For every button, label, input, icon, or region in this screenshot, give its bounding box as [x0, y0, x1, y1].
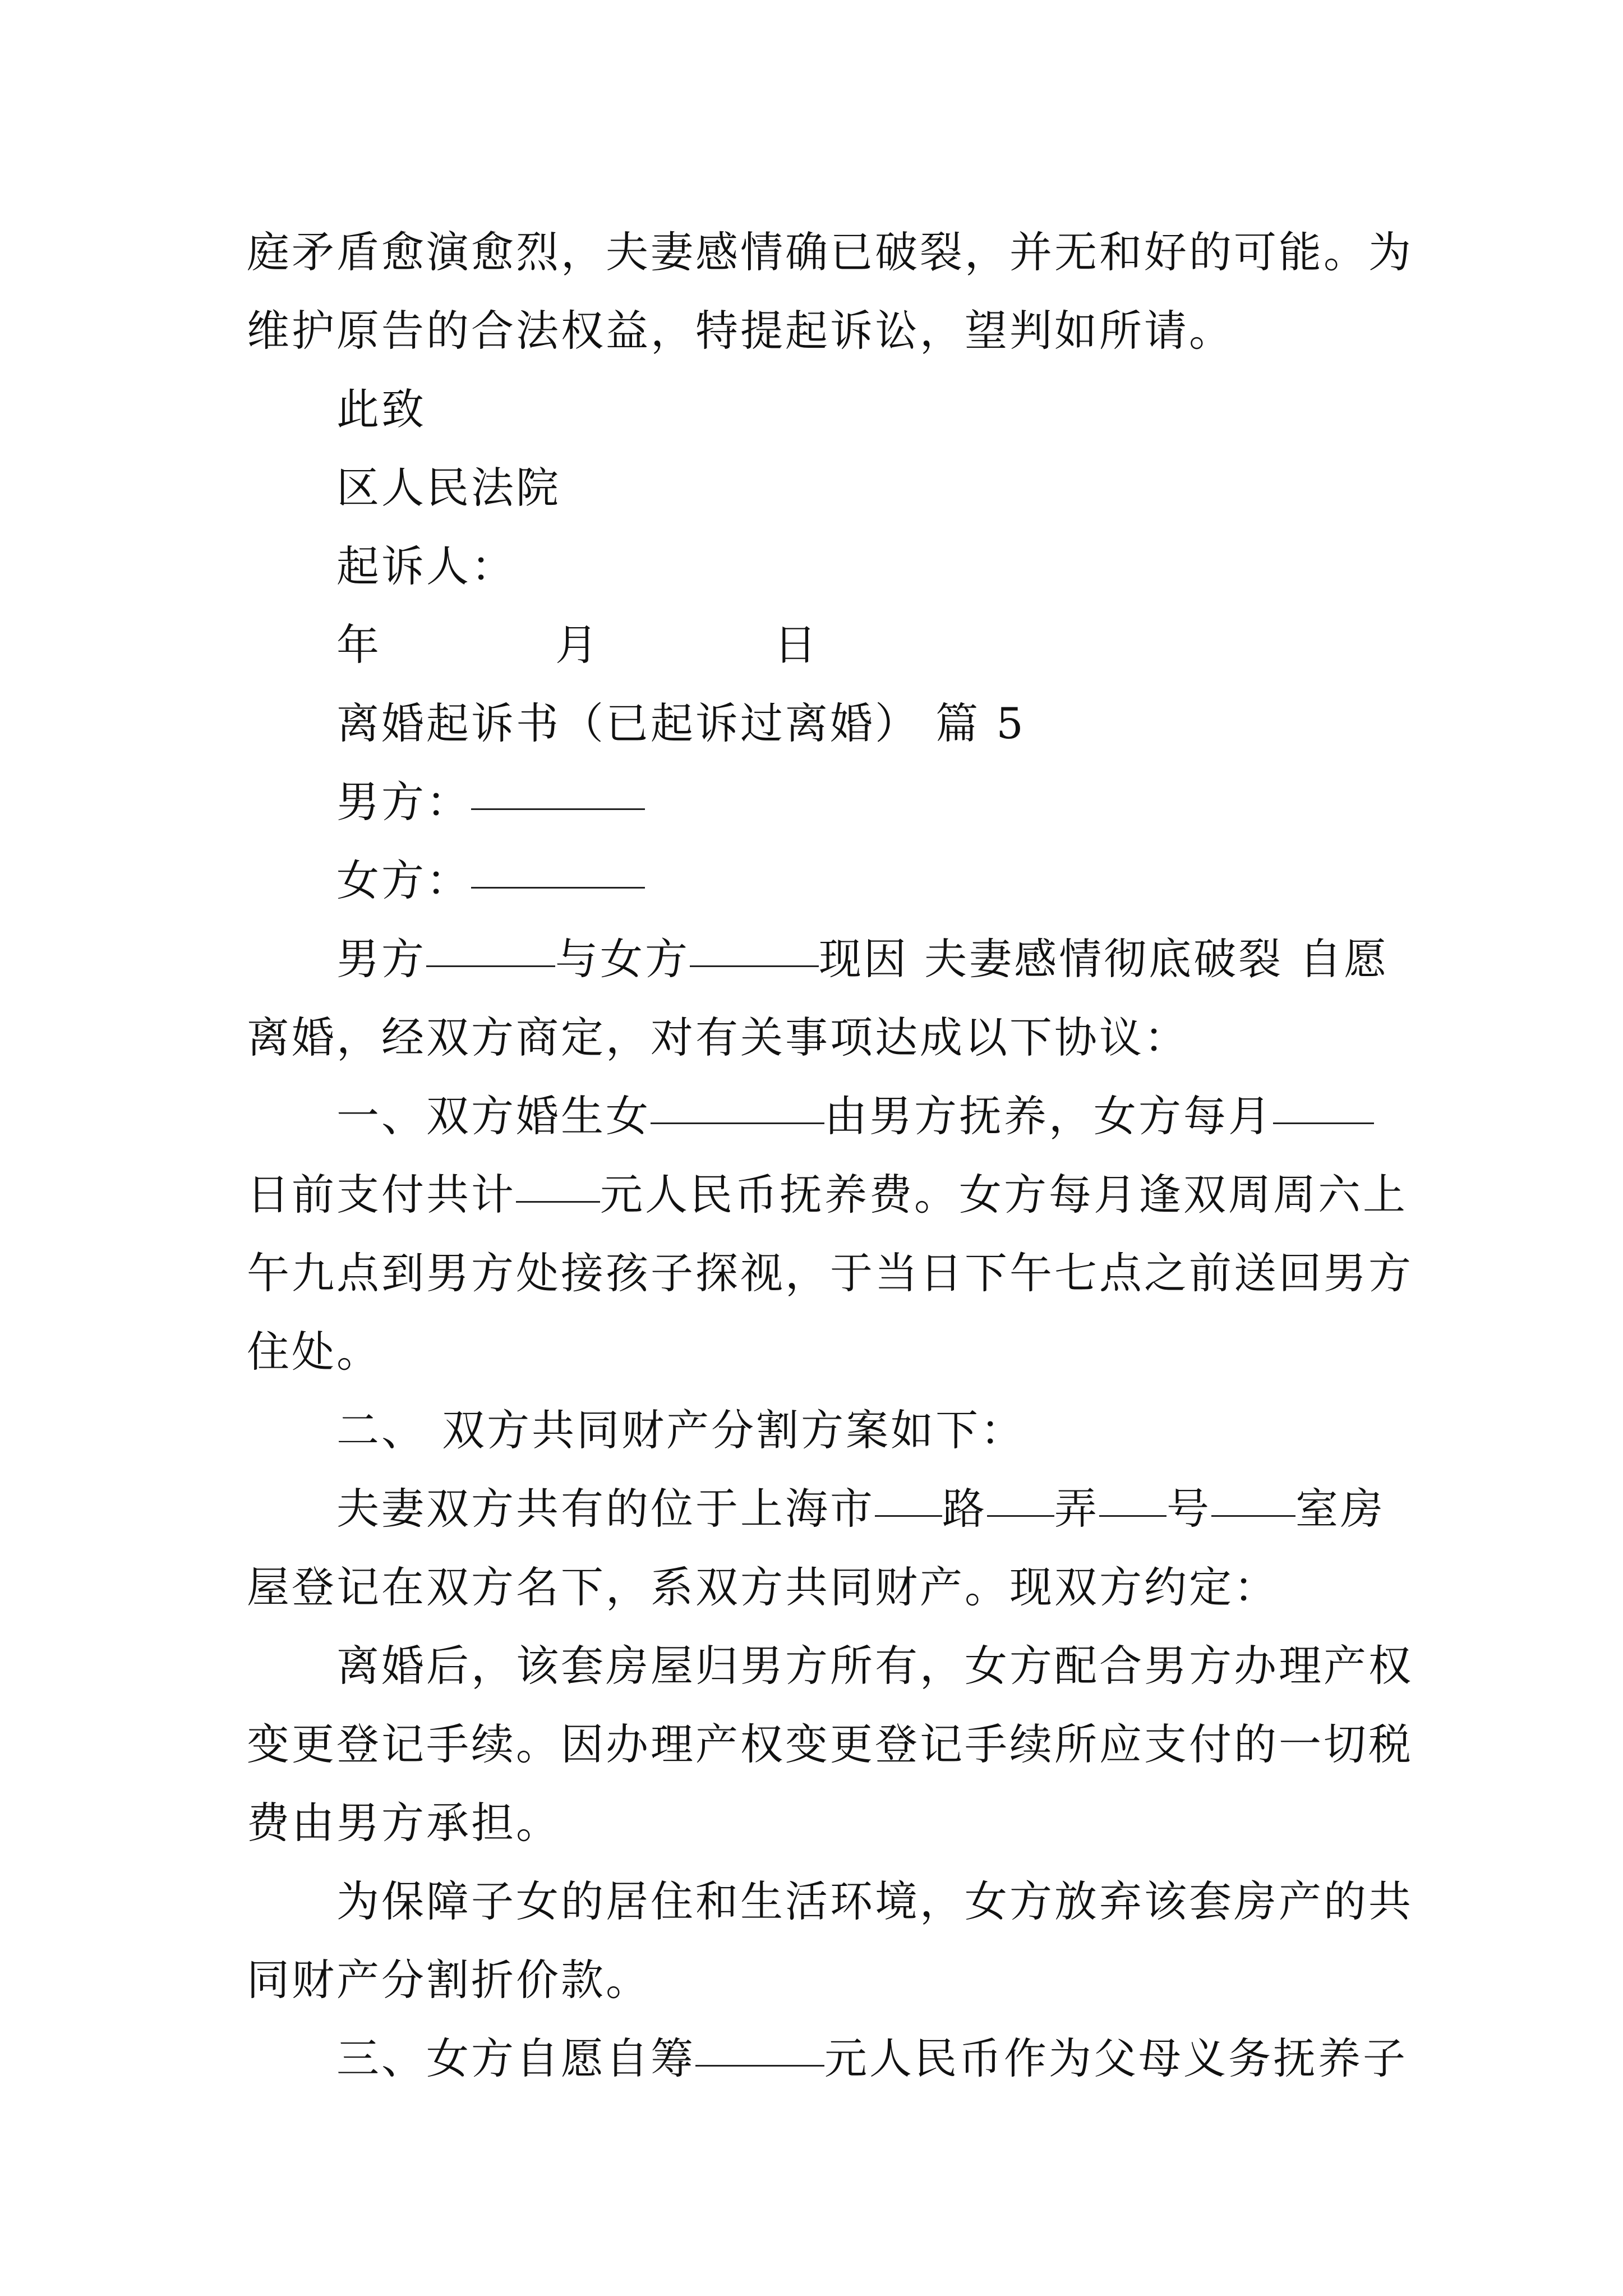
clause-two-title: 二、 双方共同财产分割方案如下：	[336, 1405, 1026, 1455]
text-fragment: 日前支付共计	[247, 1170, 516, 1220]
blank-line	[987, 1515, 1054, 1517]
text-line: 午九点到男方处接孩子探视，于当日下午七点之前送回男方	[247, 1248, 1413, 1298]
text-line: 住处。	[247, 1327, 381, 1377]
blank-line	[690, 965, 819, 967]
text-line: 同财产分割折价款。	[247, 1955, 651, 2005]
text-fragment: 由男方抚养，女方每月	[824, 1091, 1273, 1141]
text-line: 变更登记手续。因办理产权变更登记手续所应支付的一切税	[247, 1719, 1413, 1769]
blank-line	[471, 808, 645, 810]
text-fragment: 一、双方婚生女	[336, 1091, 651, 1141]
text-line: 离婚，经双方商定，对有关事项达成以下协议：	[247, 1013, 1189, 1062]
property-line	[247, 1470, 1385, 1548]
date-day: 日	[774, 620, 819, 670]
blank-line	[651, 1122, 824, 1124]
female-line	[247, 841, 1385, 920]
date-month: 月	[555, 620, 600, 670]
text-line: 维护原告的合法权益，特提起诉讼，望判如所请。	[247, 306, 1234, 356]
section-title: 离婚起诉书（已起诉过离婚） 篇 5	[336, 698, 1026, 748]
court-name: 区人民法院	[336, 463, 561, 513]
text-line: 屋登记在双方名下，系双方共同财产。现双方约定：	[247, 1562, 1279, 1612]
clause-three-line	[247, 2019, 1408, 2098]
text-fragment: 号	[1166, 1484, 1211, 1534]
clause-one-line	[247, 1156, 1408, 1234]
salutation: 此致	[336, 384, 426, 434]
agreement-line	[247, 920, 1389, 999]
document-body	[247, 213, 1413, 2098]
text-fragment: 夫妻双方共有的位于上海市	[336, 1484, 875, 1534]
blank-line	[516, 1200, 600, 1203]
text-fragment: 弄	[1054, 1484, 1099, 1534]
text-fragment: 现因 夫妻感情彻底破裂 自愿	[819, 934, 1389, 984]
male-line	[247, 763, 1385, 841]
text-fragment: 室房	[1295, 1484, 1385, 1534]
text-line: 费由男方承担。	[247, 1798, 561, 1848]
text-fragment: 与女方	[555, 934, 690, 984]
blank-line	[1211, 1515, 1295, 1517]
blank-line	[875, 1515, 942, 1517]
blank-line	[471, 886, 645, 889]
date-year: 年	[336, 620, 381, 670]
female-label: 女方：	[336, 855, 471, 905]
text-line: 庭矛盾愈演愈烈，夫妻感情确已破裂，并无和好的可能。为	[247, 227, 1413, 277]
blank-line	[1099, 1515, 1166, 1517]
date-line	[247, 606, 1385, 684]
text-fragment: 三、女方自愿自筹	[336, 2033, 695, 2083]
text-fragment: 元人民币作为父母义务抚养子	[824, 2033, 1408, 2083]
plaintiff-label: 起诉人：	[336, 541, 516, 591]
blank-line	[1273, 1122, 1374, 1124]
text-line: 为保障子女的居住和生活环境，女方放弃该套房产的共	[336, 1876, 1413, 1926]
blank-line	[426, 965, 555, 967]
text-fragment: 元人民币抚养费。女方每月逢双周周六上	[600, 1170, 1408, 1220]
text-line: 离婚后，该套房屋归男方所有，女方配合男方办理产权	[336, 1641, 1413, 1691]
male-label: 男方：	[336, 777, 471, 827]
text-fragment: 路	[942, 1484, 987, 1534]
clause-one-line	[247, 1077, 1385, 1156]
text-fragment: 男方	[336, 934, 426, 984]
blank-line	[695, 2064, 824, 2067]
